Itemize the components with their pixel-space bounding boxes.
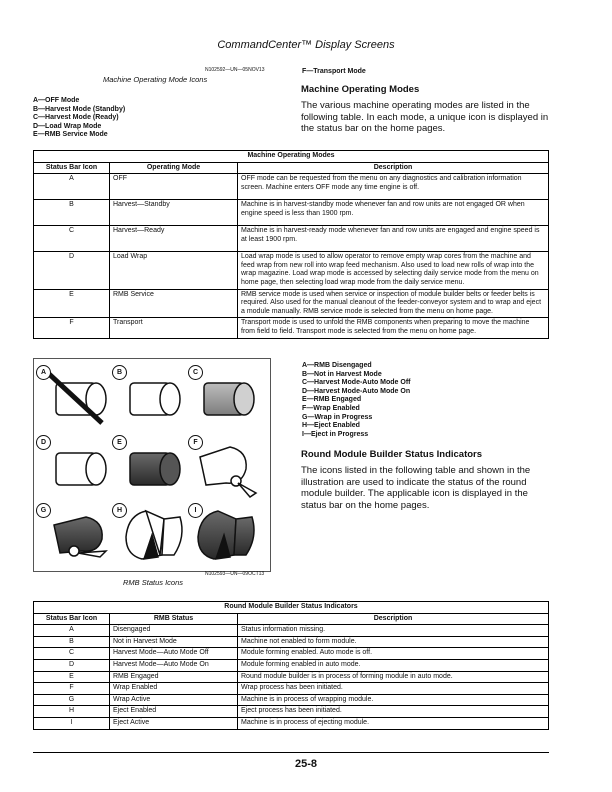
table-row	[34, 289, 549, 318]
table-row	[34, 706, 549, 718]
table-row	[34, 648, 549, 660]
status-cell: Wrap Enabled	[110, 683, 238, 695]
description-cell: Load wrap mode is used to allow operator to remove empty wrap cores from the machine and feed wrap from new roll into wrap feed mechanism. Also used to load new rolls of wrap into the wrap magazine. Load wrap mode is accessed by selecting daily service mode from the menu on home page, then selecting load wrap mode from the daily service menu.	[238, 252, 549, 289]
description-cell: Machine not enabled to form module.	[238, 636, 549, 648]
status-cell: Harvest Mode—Auto Mode Off	[110, 648, 238, 660]
icon-cell: A	[34, 174, 110, 200]
legend-item: I—Eject in Progress	[302, 430, 369, 438]
description-cell: Machine is in harvest-standby mode whenever fan and row units are not engaged OR when engine speed is less than 1900 rpm.	[238, 200, 549, 226]
panel-label-g: G	[36, 499, 51, 518]
panel-label-c: C	[188, 361, 203, 380]
icon-cell: B	[34, 636, 110, 648]
legend-item: B—Harvest Mode (Standby)	[33, 105, 126, 113]
table-row	[34, 717, 549, 729]
wrap-enabled-icon	[200, 447, 256, 497]
icon-cell: F	[34, 683, 110, 695]
description-cell: Machine is in process of wrapping module.	[238, 694, 549, 706]
eject-enabled-icon	[126, 511, 182, 559]
icon-cell: H	[34, 706, 110, 718]
status-cell: Wrap Active	[110, 694, 238, 706]
table-row	[34, 226, 549, 252]
table-row	[34, 200, 549, 226]
description-cell: Round module builder is in process of forming module in auto mode.	[238, 671, 549, 683]
figure2-legend	[302, 362, 411, 439]
panel-label-a: A	[36, 361, 51, 380]
description-cell: Module forming enabled. Auto mode is off.	[238, 648, 549, 660]
table-title: Round Module Builder Status Indicators	[34, 602, 549, 614]
status-cell: Eject Active	[110, 717, 238, 729]
section-text-rmb-status: The icons listed in the following table and shown in the illustration are used to indicate the status of the round module builder. The applicable icon is displayed in the status bar on the home pages.	[301, 465, 531, 511]
mode-cell: Load Wrap	[110, 252, 238, 289]
description-cell: Transport mode is used to unfold the RMB components when preparing to move the machine from field to field. Transport mode is selected from the menu on home page.	[238, 318, 549, 338]
table-row	[34, 694, 549, 706]
section-heading-rmb-status: Round Module Builder Status Indicators	[301, 449, 483, 460]
legend-item: G—Wrap in Progress	[302, 413, 373, 421]
table-row	[34, 671, 549, 683]
figure1-caption: Machine Operating Mode Icons	[103, 75, 208, 84]
description-cell: RMB service mode is used when service or inspection of module builder belts or feeder belts is required. Also used for the manual cleanout of the feeder-conveyor system and to wrap and eject a module manually. RMB service mode is selected from the menu on home page.	[238, 289, 549, 318]
mode-cell: Harvest—Ready	[110, 226, 238, 252]
icon-cell: B	[34, 200, 110, 226]
harvest-auto-on-icon	[56, 453, 106, 485]
icon-cell: D	[34, 659, 110, 671]
legend-item: B—Not in Harvest Mode	[302, 370, 382, 378]
legend-item: A—OFF Mode	[33, 97, 80, 104]
table-row	[34, 252, 549, 289]
icon-cell: E	[34, 289, 110, 318]
icon-cell: C	[34, 648, 110, 660]
table-title: Machine Operating Modes	[34, 151, 549, 163]
figure2-code: N102593—UN—09OCT13	[205, 571, 265, 577]
page-header-title: CommandCenter™ Display Screens	[217, 39, 395, 51]
footer-divider	[33, 752, 549, 753]
column-header: Description	[238, 162, 549, 174]
column-header: RMB Status	[110, 613, 238, 625]
legend-item: C—Harvest Mode (Ready)	[33, 114, 119, 122]
rmb-status-table	[33, 601, 549, 730]
column-header: Operating Mode	[110, 162, 238, 174]
status-cell: RMB Engaged	[110, 671, 238, 683]
icon-cell: C	[34, 226, 110, 252]
status-cell: Not in Harvest Mode	[110, 636, 238, 648]
status-cell: Harvest Mode—Auto Mode On	[110, 659, 238, 671]
panel-label-d: D	[36, 431, 51, 450]
figure1-legend	[33, 97, 125, 140]
icon-cell: A	[34, 625, 110, 637]
not-in-harvest-mode-icon	[130, 383, 180, 415]
icon-cell: E	[34, 671, 110, 683]
eject-in-progress-icon	[198, 511, 254, 559]
panel-label-e: E	[112, 431, 127, 450]
icon-cell: D	[34, 252, 110, 289]
description-cell: Machine is in process of ejecting module.	[238, 717, 549, 729]
rmb-icons-illustration	[34, 359, 270, 571]
description-cell: OFF mode can be requested from the menu on any diagnostics and calibration information screen. Machine enters OFF mode any time engine is off.	[238, 174, 549, 200]
mode-cell: RMB Service	[110, 289, 238, 318]
description-cell: Module forming enabled in auto mode.	[238, 659, 549, 671]
wrap-in-progress-icon	[54, 517, 106, 557]
section-text-operating-modes: The various machine operating modes are listed in the following table. In each mode, a unique icon is displayed in the status bar on the home pages.	[301, 100, 549, 134]
page-number: 25-8	[294, 758, 318, 770]
column-header: Description	[238, 613, 549, 625]
legend-item: H—Eject Enabled	[302, 422, 360, 430]
icon-cell: I	[34, 717, 110, 729]
icon-cell: G	[34, 694, 110, 706]
legend-item: E—RMB Engaged	[302, 396, 362, 404]
rmb-disengaged-icon	[48, 373, 106, 423]
status-cell: Eject Enabled	[110, 706, 238, 718]
mode-cell: Harvest—Standby	[110, 200, 238, 226]
status-cell: Disengaged	[110, 625, 238, 637]
table-row	[34, 636, 549, 648]
panel-label-b: B	[112, 361, 127, 380]
panel-label-i: I	[188, 499, 203, 518]
icon-cell: F	[34, 318, 110, 338]
table-row	[34, 174, 549, 200]
description-cell: Eject process has been initiated.	[238, 706, 549, 718]
legend-item: E—RMB Service Mode	[33, 131, 108, 139]
mode-cell: OFF	[110, 174, 238, 200]
legend-item: F—Wrap Enabled	[302, 404, 360, 412]
panel-label-f: F	[188, 431, 203, 450]
figure1-code: N102592—UN—05NOV13	[205, 67, 265, 73]
rmb-engaged-icon	[130, 453, 180, 485]
table-row	[34, 659, 549, 671]
mode-cell: Transport	[110, 318, 238, 338]
table-row	[34, 683, 549, 695]
description-cell: Wrap process has been initiated.	[238, 683, 549, 695]
legend-item: A—RMB Disengaged	[302, 362, 372, 369]
legend-item: C—Harvest Mode-Auto Mode Off	[302, 379, 411, 387]
rmb-status-icons-figure	[33, 358, 271, 572]
description-cell: Machine is in harvest-ready mode whenever fan and row units are engaged and engine speed is at least 1900 rpm.	[238, 226, 549, 252]
operating-modes-table	[33, 150, 549, 339]
column-header: Status Bar Icon	[34, 162, 110, 174]
section-heading-operating-modes: Machine Operating Modes	[301, 84, 420, 95]
figure1-legend-extra: F—Transport Mode	[302, 68, 366, 75]
harvest-auto-off-icon	[204, 383, 254, 415]
table-row	[34, 625, 549, 637]
figure2-caption: RMB Status Icons	[123, 578, 184, 587]
description-cell: Status information missing.	[238, 625, 549, 637]
panel-label-h: H	[112, 499, 127, 518]
legend-item: D—Harvest Mode-Auto Mode On	[302, 387, 411, 395]
legend-item: D—Load Wrap Mode	[33, 122, 102, 130]
column-header: Status Bar Icon	[34, 613, 110, 625]
table-row	[34, 318, 549, 338]
